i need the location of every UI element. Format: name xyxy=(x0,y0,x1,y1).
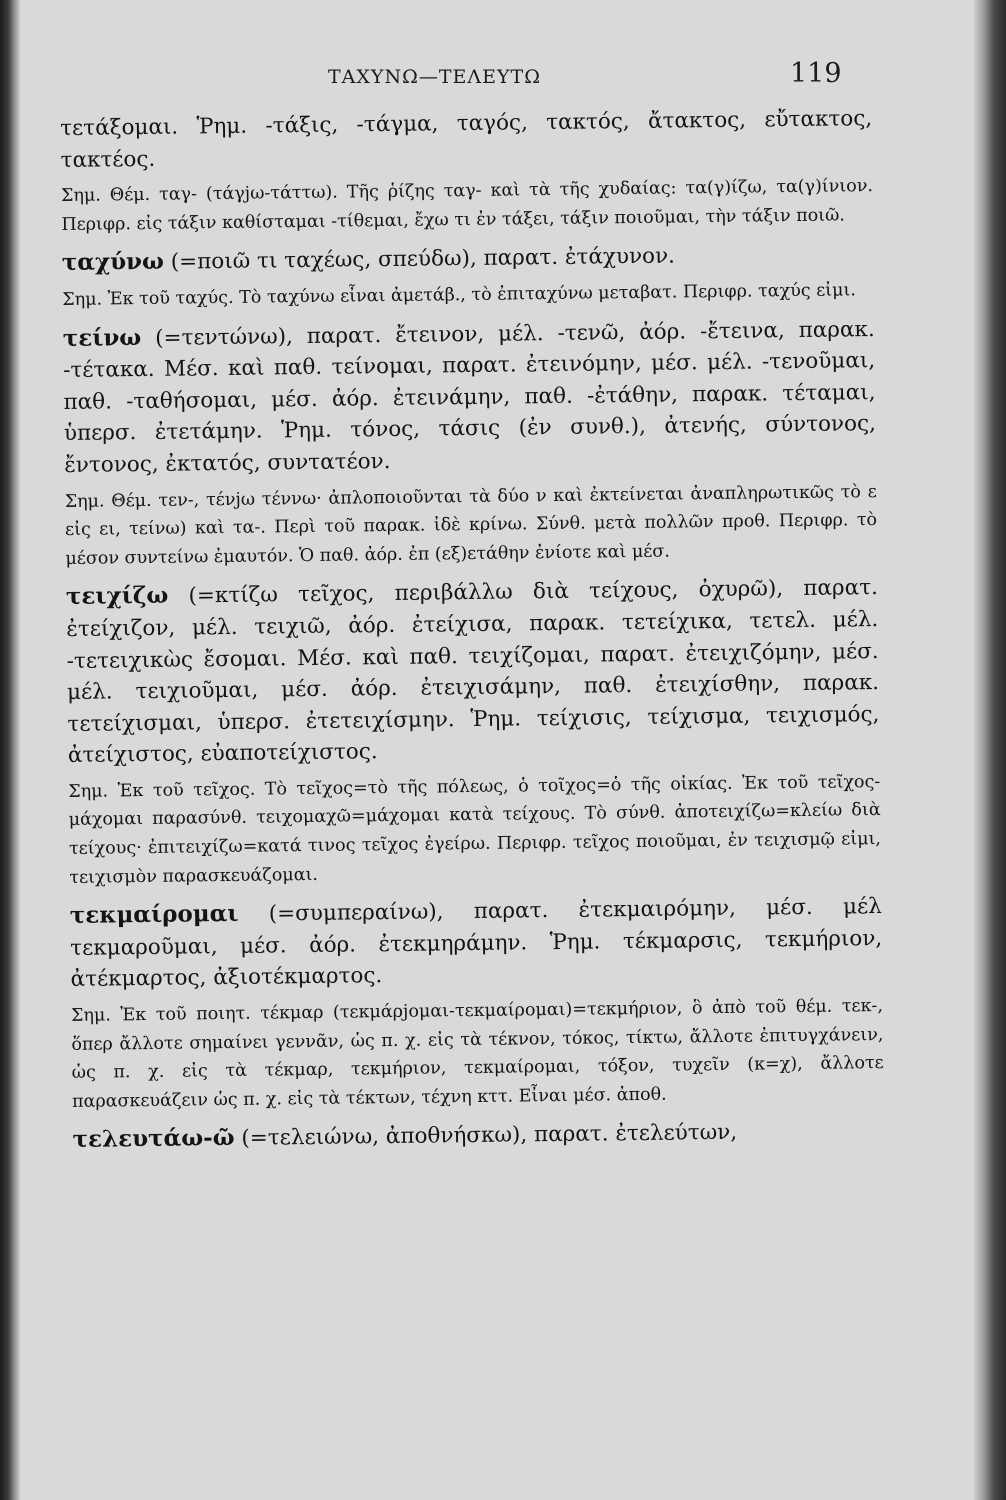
entry-text xyxy=(66,571,880,771)
entry-headword: τεκμαίρομαι xyxy=(69,900,239,930)
page-header xyxy=(0,58,1006,98)
entry-note: Σημ. Ἐκ τοῦ ταχύς. Τὸ ταχύνω εἶναι ἀμετάβ., τὸ ἐπιταχύνω μεταβατ. Περιφρ. ταχύς εἰμι. xyxy=(62,280,856,310)
entry-text xyxy=(70,890,883,996)
entry-text xyxy=(63,313,877,482)
entry-headword: τείνω xyxy=(62,323,142,352)
entry-tachyno xyxy=(62,237,875,314)
entry-teleutao xyxy=(72,1114,884,1157)
entry-tekmairomai xyxy=(70,890,885,1116)
page-body xyxy=(60,102,885,1157)
entry-note: Σημ. Ἐκ τοῦ τεῖχος. Τὸ τεῖχος=τὸ τῆς πόλεως, ὁ τοῖχος=ὁ τῆς οἰκίας. Ἐκ τοῦ τεῖχος-μάχομαι παρασύνθ. τειχομαχῶ=μάχομαι κατὰ τείχους. Τὸ σύνθ. ἀποτειχίζω=κλείω διὰ τείχους· ἐπιτειχίζω=κατά τινος τεῖχος ἐγείρω. Περιφρ. τεῖχος ποιοῦμαι, ἐν τειχισμῷ εἰμι, τειχισμὸν παρασκευάζομαι. xyxy=(68,771,882,888)
entry-definition: (=ποιῶ τι ταχέως, σπεύδω), παρατ. ἐτάχυνον. xyxy=(163,243,676,276)
entry-definition: (=τελειώνω, ἀποθνήσκω), παρατ. ἐτελεύτων, xyxy=(234,1120,738,1152)
page-edge-shadow xyxy=(974,0,1006,1500)
entry-note: Σημ. Θέμ. τεν-, τένjω τέννω· ἀπλοποιοῦνται τὰ δύο ν καὶ ἐκτείνεται ἀναπληρωτικῶς τὸ ε εἰς ει, τείνω) καὶ τα-. Περὶ τοῦ παρακ. ἰδὲ κρίνω. Σύνθ. μετὰ πολλῶν προθ. Περιφρ. τὸ μέσον συντείνω ἐμαυτόν. Ὁ παθ. ἀόρ. ἐπ (εξ)ετάθην ἐνίοτε καὶ μέσ. xyxy=(64,481,878,569)
entry-note: Σημ. Ἐκ τοῦ ποιητ. τέκμαρ (τεκμάρjομαι-τεκμαίρομαι)=τεκμήριον, ὃ ἀπὸ τοῦ θέμ. τεκ-, ὅπερ ἄλλοτε σημαίνει γεννᾶν, ὡς π. χ. εἰς τὰ τέκνον, τόκος, τίκτω, ἄλλοτε ἐπιτυγχάνειν, ὡς π. χ. εἰς τὰ τέκμαρ, τεκμήριον, τεκμαίρομαι, τόξον, τυχεῖν (κ=χ), ἄλλοτε παρασκευάζειν ὡς π. χ. εἰς τὰ τέκτων, τέχνη κττ. Εἶναι μέσ. ἀποθ. xyxy=(70,996,884,1112)
entry-teichizo xyxy=(66,571,882,892)
entry-headword: τελευτάω-ῶ xyxy=(72,1124,235,1154)
entry-definition: (=τεντώνω), παρατ. ἔτεινον, μέλ. -τενῶ, ἀόρ. -ἔτεινα, παρακ. -τέτακα. Μέσ. καὶ παθ. τείνομαι, παρατ. ἐτεινόμην, μέσ. μέλ. -τενοῦμαι, παθ. -ταθήσομαι, μέσ. ἀόρ. ἐτεινάμην, παθ. -ἐτάθην, παρακ. τέταμαι, ὑπερσ. ἐτετάμην. Ῥημ. τόνος, τάσις (ἐν συνθ.), ἀτενής, σύντονος, ἔντονος, ἐκτατός, συντατέον. xyxy=(63,316,877,478)
entry-text xyxy=(72,1114,884,1157)
entry-continuation xyxy=(60,102,873,239)
entry-headword: τειχίζω xyxy=(65,582,169,611)
entry-text xyxy=(62,237,874,280)
page-number: 119 xyxy=(790,58,842,89)
entry-text xyxy=(60,102,873,176)
entry-note: Σημ. Θέμ. ταγ- (τάγjω-τάττω). Τῆς ῥίζης ταγ- καὶ τὰ τῆς χυδαίας: τα(γ)ίζω, τα(γ)ίνιον. Περιφρ. εἰς τάξιν καθίσταμαι -τίθεμαι, ἔχω τι ἐν τάξει, τάξιν ποιοῦμαι, τὴν τάξιν ποιῶ. xyxy=(60,176,874,235)
entry-definition: (=συμπεραίνω), παρατ. ἐτεκμαιρόμην, μέσ. μέλ τεκμαροῦμαι, μέσ. ἀόρ. ἐτεκμηράμην. Ῥημ. τέκμαρσις, τεκμήριον, ἀτέκμαρτος, ἀξιοτέκμαρτος. xyxy=(70,894,883,993)
page-gutter-shadow xyxy=(0,0,20,1500)
entry-teino xyxy=(63,313,878,574)
entry-headword: ταχύνω xyxy=(61,248,165,277)
entry-definition: (=κτίζω τεῖχος, περιβάλλω διὰ τείχους, ὀχυρῶ), παρατ. ἐτείχιζον, μέλ. τειχιῶ, ἀόρ. ἐτείχισα, παρακ. τετείχικα, τετελ. μέλ. -τετειχικὼς ἔσομαι. Μέσ. καὶ παθ. τειχίζομαι, παρατ. ἐτειχιζόμην, μέσ. μέλ. τειχιοῦμαι, μέσ. ἀόρ. ἐτειχισάμην, παθ. ἐτειχίσθην, παρακ. τετείχισμαι, ὑπερσ. ἐτετειχίσμην. Ῥημ. τείχισις, τείχισμα, τειχισμός, ἀτείχιστος, εὐαποτείχιστος. xyxy=(66,575,880,769)
running-head: ΤΑΧΥΝΩ—ΤΕΛΕΥΤΩ xyxy=(328,66,541,88)
entry-definition: τετάξομαι. Ῥημ. -τάξις, -τάγμα, ταγός, τακτός, ἄτακτος, εὔτακτος, τακτέος. xyxy=(60,106,873,173)
